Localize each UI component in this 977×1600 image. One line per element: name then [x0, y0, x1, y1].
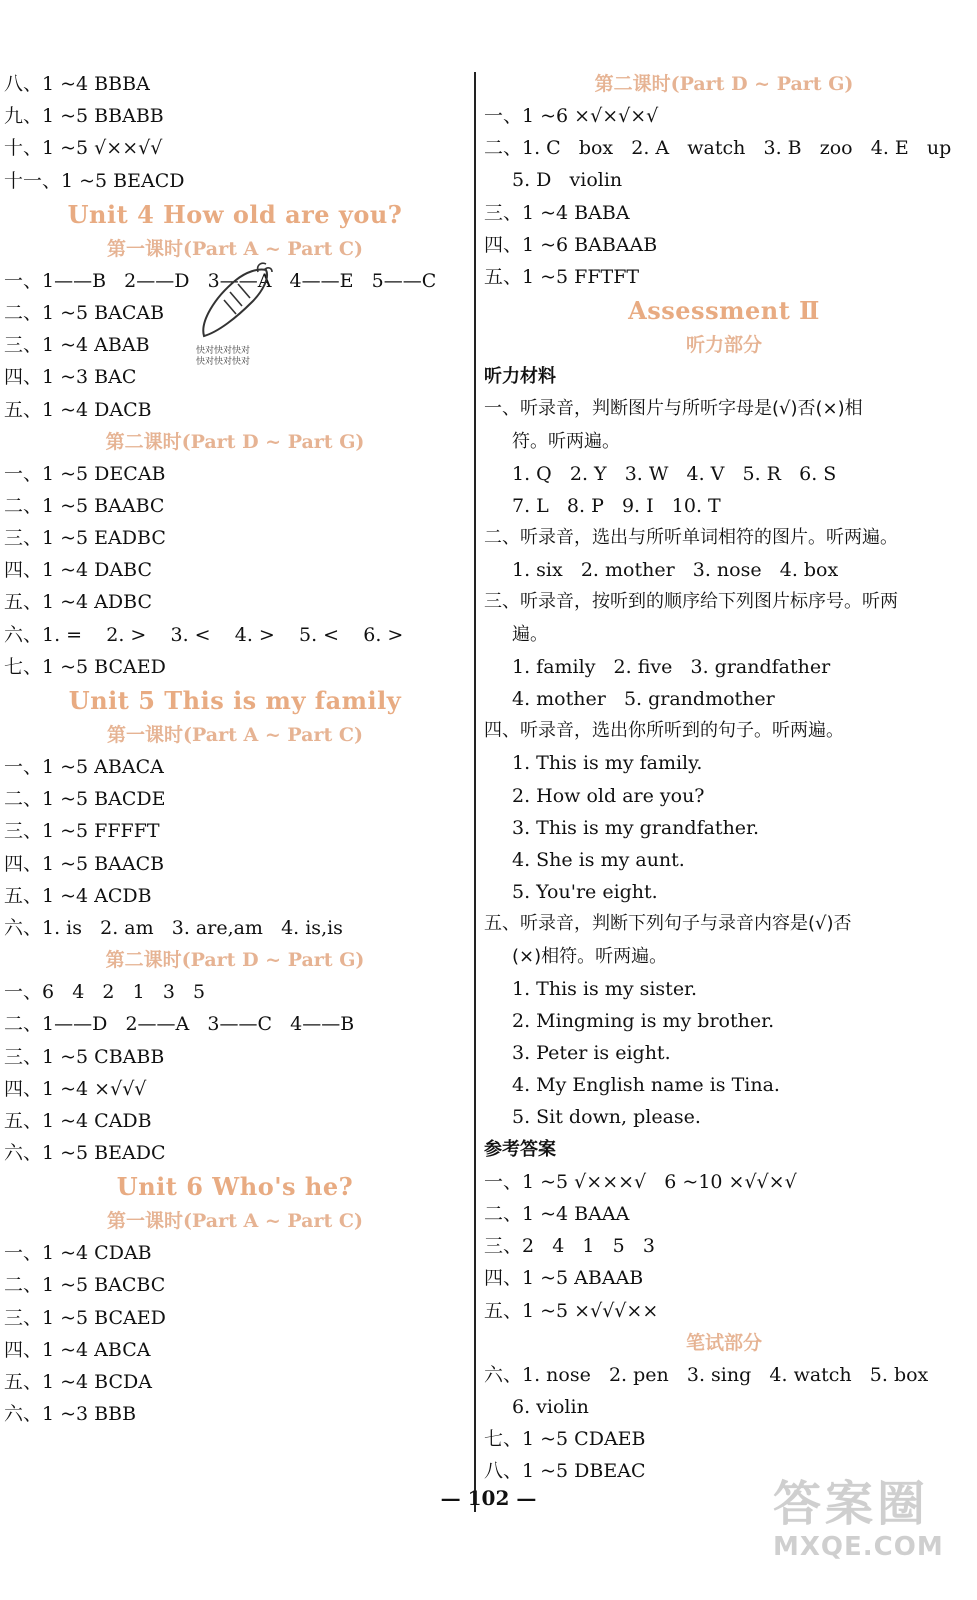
- answer-line: 三、2 4 1 5 3: [484, 1235, 655, 1258]
- answer-line: 二、1. C box 2. A watch 3. B zoo 4. E up: [484, 137, 952, 160]
- lesson-heading: 第一课时(Part A ~ Part C): [107, 1210, 363, 1233]
- lesson-heading: 第一课时(Part A ~ Part C): [107, 724, 363, 746]
- answer-line: 四、1 ~4 ABCA: [4, 1338, 151, 1361]
- answer-line: 三、1 ~5 EADBC: [4, 527, 166, 550]
- lesson-heading: 笔试部分: [685, 1331, 762, 1354]
- answer-line: 三、1 ~5 CBABB: [4, 1045, 165, 1068]
- indented-line: 5. Sit down, please.: [512, 1106, 701, 1129]
- unit-heading: Unit 5 This is my family: [68, 686, 402, 715]
- answer-line: 六、1 ~3 BBB: [4, 1403, 137, 1426]
- lesson-heading: 第二课时(Part D ~ Part G): [105, 949, 365, 972]
- answer-line: 一、1 ~4 CDAB: [4, 1242, 152, 1265]
- answer-line: 一、1 ~5 DECAB: [4, 462, 166, 485]
- page-number: — 102 —: [440, 1486, 537, 1510]
- answer-line: 一、1 ~5 √×××√ 6 ~10 ×√√×√: [484, 1170, 797, 1193]
- question-continuation: 符。听两遍。: [512, 430, 620, 452]
- answer-line: 六、1 ~5 BEADC: [4, 1142, 166, 1165]
- answer-line: 五、1 ~4 ADBC: [4, 591, 152, 614]
- sketch-caption-line: 快对快对快对: [196, 357, 251, 367]
- answer-line: 二、1 ~4 BAAA: [484, 1203, 630, 1225]
- answer-line: 五、1 ~4 ACDB: [4, 884, 152, 907]
- indented-line: 2. How old are you?: [512, 784, 705, 807]
- answer-line: 二、1 ~5 BACDE: [4, 788, 166, 811]
- unit-heading: Unit 6 Who's he?: [116, 1172, 354, 1202]
- answer-line: 五、1 ~4 BCDA: [4, 1371, 152, 1393]
- sketch-caption-line: 快对快对快对: [196, 346, 251, 356]
- answer-line: 八、1 ~4 BBBA: [4, 73, 150, 95]
- column-divider: [474, 72, 476, 1512]
- answer-line: 四、1 ~4 DABC: [4, 559, 152, 582]
- answer-line: 三、1 ~4 BABA: [484, 201, 630, 224]
- answer-line: 十、1 ~5 √××√√: [4, 137, 163, 160]
- answer-line: 二、1——D 2——A 3——C 4——B: [4, 1013, 355, 1036]
- answer-line: 三、1 ~4 ABAB: [4, 334, 150, 357]
- section-heading: 参考答案: [484, 1138, 556, 1160]
- lesson-heading: 听力部分: [685, 334, 762, 357]
- answer-line: 一、1 ~6 ×√×√×√: [484, 105, 659, 127]
- answer-line: 二、1 ~5 BACBC: [4, 1274, 166, 1297]
- answer-line: 二、1 ~5 BAABC: [4, 494, 165, 517]
- question-line: 五、听录音，判断下列句子与录音内容是(√)否: [484, 913, 852, 935]
- lesson-heading: 第二课时(Part D ~ Part G): [594, 73, 854, 95]
- section-heading: 听力材料: [484, 366, 556, 388]
- answer-line: 一、6 4 2 1 3 5: [4, 981, 206, 1004]
- carrot-sketch-icon: [196, 262, 274, 342]
- answer-line: 六、1. nose 2. pen 3. sing 4. watch 5. box: [484, 1363, 929, 1386]
- sketch-caption: [196, 346, 250, 368]
- indented-line: 1. Q 2. Y 3. W 4. V 5. R 6. S: [512, 462, 837, 485]
- indented-line: 3. This is my grandfather.: [512, 816, 760, 839]
- answer-line: 六、1. = 2. > 3. < 4. > 5. < 6. >: [4, 623, 404, 646]
- answer-line: 四、1 ~5 ABAAB: [484, 1267, 644, 1290]
- lesson-heading: 第二课时(Part D ~ Part G): [105, 430, 365, 453]
- indented-line: 4. My English name is Tina.: [512, 1074, 780, 1097]
- answer-line: 七、1 ~5 BCAED: [4, 655, 166, 678]
- indented-line: 1. This is my family.: [512, 752, 703, 775]
- indented-line: 6. violin: [512, 1395, 589, 1418]
- answer-line: 五、1 ~5 FFTFT: [484, 265, 640, 288]
- unit-heading: Unit 4 How old are you?: [67, 199, 403, 229]
- indented-line: 7. L 8. P 9. I 10. T: [512, 494, 721, 517]
- answer-line: 十一、1 ~5 BEACD: [4, 169, 185, 192]
- answer-line: 六、1. is 2. am 3. are,am 4. is,is: [4, 916, 343, 939]
- watermark-url: MXQE.COM: [773, 1532, 944, 1562]
- answer-line: 三、1 ~5 FFFFT: [4, 820, 160, 843]
- indented-line: 1. This is my sister.: [512, 977, 698, 1000]
- indented-line: 3. Peter is eight.: [512, 1042, 671, 1065]
- watermark: [773, 1476, 953, 1568]
- indented-line: 1. six 2. mother 3. nose 4. box: [512, 559, 839, 582]
- answer-line: 一、1——B 2——D 3——A 4——E 5——C: [4, 269, 437, 292]
- watermark-logo: 答案圈: [773, 1476, 930, 1532]
- lesson-heading: 第一课时(Part A ~ Part C): [107, 237, 363, 260]
- indented-line: 5. You're eight.: [512, 881, 658, 904]
- answer-line: 一、1 ~5 ABACA: [4, 756, 164, 778]
- answer-line: 二、1 ~5 BACAB: [4, 301, 165, 324]
- answer-line: 四、1 ~4 ×√√√: [4, 1077, 147, 1100]
- indented-line: 4. She is my aunt.: [512, 848, 685, 871]
- answer-line: 八、1 ~5 DBEAC: [484, 1460, 646, 1483]
- question-continuation: 遍。: [512, 623, 548, 645]
- question-line: 三、听录音，按听到的顺序给下列图片标序号。听两: [484, 591, 898, 613]
- answer-line: 四、1 ~3 BAC: [4, 366, 137, 389]
- answer-line: 五、1 ~5 ×√√√××: [484, 1299, 659, 1322]
- answer-line: 九、1 ~5 BBABB: [4, 105, 164, 128]
- answer-line: 五、1 ~4 DACB: [4, 398, 152, 421]
- right-column: [484, 68, 964, 1488]
- answer-line: 四、1 ~6 BABAAB: [484, 233, 658, 256]
- question-continuation: (×)相符。听两遍。: [512, 945, 668, 967]
- question-line: 二、听录音，选出与所听单词相符的图片。听两遍。: [484, 527, 898, 549]
- indented-line: 5. D violin: [512, 169, 623, 192]
- answer-line: 七、1 ~5 CDAEB: [484, 1428, 646, 1451]
- indented-line: 2. Mingming is my brother.: [512, 1009, 775, 1032]
- indented-line: 4. mother 5. grandmother: [512, 688, 775, 710]
- unit-heading: Assessment Ⅱ: [628, 296, 820, 326]
- answer-line: 三、1 ~5 BCAED: [4, 1306, 166, 1329]
- answer-line: 四、1 ~5 BAACB: [4, 852, 165, 875]
- indented-line: 1. family 2. five 3. grandfather: [512, 655, 831, 678]
- question-line: 一、听录音，判断图片与所听字母是(√)否(×)相: [484, 398, 863, 420]
- question-line: 四、听录音，选出你所听到的句子。听两遍。: [484, 720, 844, 742]
- answer-line: 五、1 ~4 CADB: [4, 1109, 152, 1132]
